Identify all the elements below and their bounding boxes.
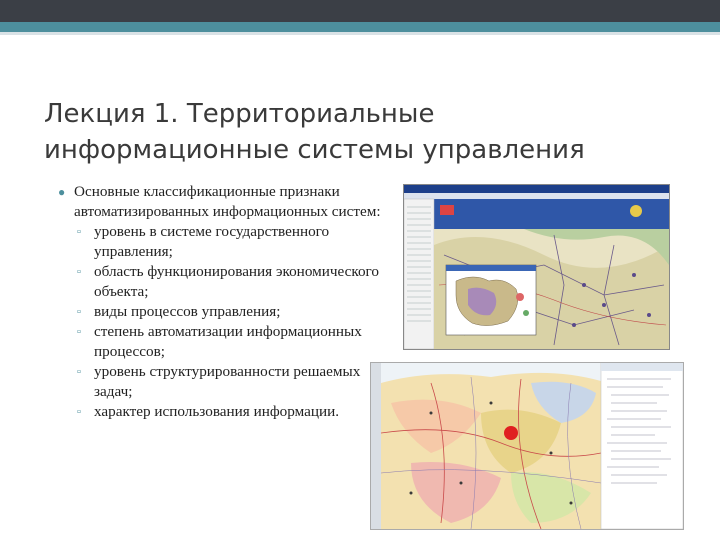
header-band-teal xyxy=(0,22,720,32)
sub-bullet-list xyxy=(56,222,396,422)
sub-bullet-text: характер использования информации. xyxy=(94,403,340,420)
gis-window-image xyxy=(404,185,669,349)
sub-bullet-item xyxy=(56,362,396,402)
bullet-list xyxy=(56,182,396,422)
sub-bullet-item xyxy=(56,322,396,362)
header-band-light xyxy=(0,32,720,35)
square-bullet-icon: ▫ xyxy=(77,406,81,418)
square-bullet-icon: ▫ xyxy=(77,226,81,238)
round-bullet-icon: ● xyxy=(58,185,66,199)
gis-screenshot-bottom xyxy=(370,362,684,530)
sub-bullet-text: степень автоматизации информационных процессов; xyxy=(94,323,362,360)
square-bullet-icon: ▫ xyxy=(77,366,81,378)
sub-bullet-item xyxy=(56,402,396,422)
gis-screenshot-top xyxy=(403,184,670,350)
slide-title: Лекция 1. Территориальные информационные системы управления xyxy=(44,99,585,165)
square-bullet-icon: ▫ xyxy=(77,306,81,318)
sub-bullet-text: уровень структурированности решаемых задач; xyxy=(94,363,361,400)
main-bullet-text: Основные классификационные признаки автоматизированных информационных систем: xyxy=(74,183,381,220)
sub-bullet-text: виды процессов управления; xyxy=(94,303,281,320)
header-band-dark xyxy=(0,0,720,22)
square-bullet-icon: ▫ xyxy=(77,266,81,278)
sub-bullet-item xyxy=(56,262,396,302)
sub-bullet-text: область функционирования экономического объекта; xyxy=(94,263,380,300)
sub-bullet-item xyxy=(56,222,396,262)
sub-bullet-item xyxy=(56,302,396,322)
main-bullet xyxy=(56,182,396,222)
regional-map-image xyxy=(371,363,683,529)
square-bullet-icon: ▫ xyxy=(77,326,81,338)
sub-bullet-text: уровень в системе государственного управления; xyxy=(94,223,330,260)
